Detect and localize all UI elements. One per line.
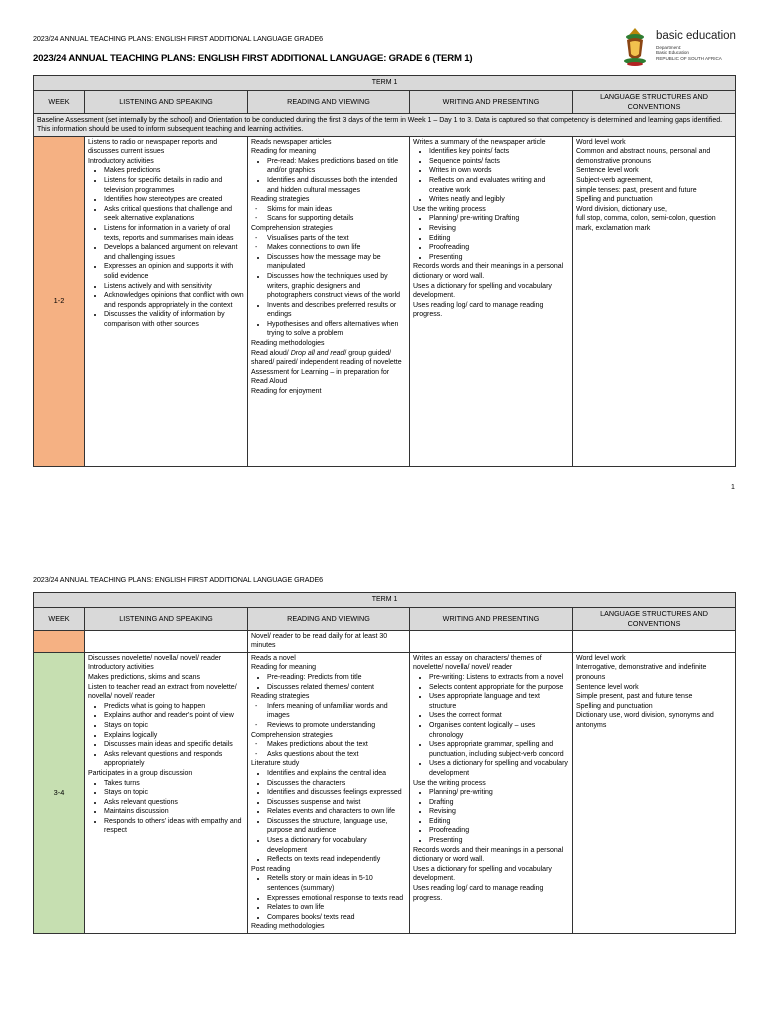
list-item: • Takes turns bbox=[104, 779, 244, 789]
coat-of-arms-icon bbox=[620, 26, 650, 66]
list-item: • Identifies key points/ facts bbox=[429, 147, 569, 157]
list-item: • Explains author and reader's point of view bbox=[104, 711, 244, 721]
list-item: • Proofreading bbox=[429, 826, 569, 836]
list-item: • Develops a balanced argument on relevant and challenging issues bbox=[104, 243, 244, 262]
list-item: • Asks critical questions that challenge and seek alternative explanations bbox=[104, 205, 244, 224]
running-header: 2023/24 ANNUAL TEACHING PLANS: ENGLISH FIRST ADDITIONAL LANGUAGE GRADE6 bbox=[33, 34, 324, 43]
list-item: • Makes predictions bbox=[104, 166, 244, 176]
list-item: • Organises content logically – uses chronology bbox=[429, 721, 569, 740]
term-header: TERM 1 bbox=[34, 76, 736, 91]
list-item: • Listens for specific details in radio and television programmes bbox=[104, 176, 244, 195]
list-item: • Stays on topic bbox=[104, 788, 244, 798]
list-item: • Acknowledges opinions that conflict with own and responds appropriately in the context bbox=[104, 291, 244, 310]
list-item: • Listens for information in a variety of oral texts, reports and summarises main ideas bbox=[104, 224, 244, 243]
list-item: • Uses a dictionary for spelling and vocabulary development bbox=[429, 759, 569, 778]
list-item: • Relates events and characters to own life bbox=[267, 807, 406, 817]
reading-methodologies-text: Read aloud/ Drop all and read/ group guided/ shared/ paired/ independent reading of novelette bbox=[251, 349, 402, 367]
col-language-structures: LANGUAGE STRUCTURES AND CONVENTIONS bbox=[573, 90, 736, 113]
list-item: • Writes in own words bbox=[429, 166, 569, 176]
list-item: • Presenting bbox=[429, 836, 569, 846]
page-2 bbox=[0, 560, 768, 1024]
listening-speaking-cell bbox=[85, 630, 248, 652]
list-item: • Identifies and discusses feelings expressed bbox=[267, 788, 406, 798]
list-item: • Selects content appropriate for the purpose bbox=[429, 683, 569, 693]
language-structures-cell: Word level work Interrogative, demonstrative and indefinite pronouns Sentence level work Simple present, past and future tense Spelling and punctuation Dictionary use, word division, synonyms and antonyms bbox=[573, 652, 736, 933]
list-item: • Maintains discussion bbox=[104, 807, 244, 817]
list-item: • Planning/ pre-writing Drafting bbox=[429, 214, 569, 224]
week-cell: 1-2 bbox=[34, 136, 85, 466]
list-item: • Hypothesises and offers alternatives when trying to solve a problem bbox=[267, 320, 406, 339]
list-item: • Planning/ pre-writing bbox=[429, 788, 569, 798]
list-item: - Makes predictions about the text bbox=[267, 740, 406, 750]
list-item: • Discusses related themes/ content bbox=[267, 683, 406, 693]
list-item: • Explains logically bbox=[104, 731, 244, 741]
writing-presenting-cell bbox=[410, 630, 573, 652]
list-item: • Pre-read: Makes predictions based on title and/or graphics bbox=[267, 157, 406, 176]
week-cell bbox=[34, 630, 85, 652]
list-item: • Discusses the validity of information by comparison with other sources bbox=[104, 310, 244, 329]
writing-presenting-cell: Writes an essay on characters/ themes of novelette/ novella/ novel/ reader • Pre-writing: Listens to extracts from a novel • Selects content appropriate for the purpose • Uses appropriate language and text structure • Uses the correct format • Organises content logically – uses chronology • Uses appropriate grammar, spelling and punctuation, including subject-verb concord • Uses a dictionary for spelling and vocabulary development Use the writing process • Planning/ pre-writing • Drafting • Revising • Editing • Proofreading • Presenting Records words and their meanings in a personal dictionary or word wall. Uses a dictionary for spelling and vocabulary development. Uses reading log/ card to manage reading progress. bbox=[410, 652, 573, 933]
list-item: • Editing bbox=[429, 234, 569, 244]
col-listening-speaking: LISTENING AND SPEAKING bbox=[85, 607, 248, 630]
list-item: • Proofreading bbox=[429, 243, 569, 253]
writing-presenting-cell: Writes a summary of the newspaper article • Identifies key points/ facts • Sequence points/ facts • Writes in own words • Reflects on and evaluates writing and creative work • Writes neatly and legibly Use the writing process • Planning/ pre-writing Drafting • Revising • Editing • Proofreading • Presenting Records words and their meanings in a personal dictionary or word wall. Uses a dictionary for spelling and vocabulary development. Uses reading log/ card to manage reading progress. bbox=[410, 136, 573, 466]
page-number: 1 bbox=[731, 484, 735, 491]
page-1 bbox=[0, 0, 768, 500]
list-item: • Predicts what is going to happen bbox=[104, 702, 244, 712]
list-item: • Uses the correct format bbox=[429, 711, 569, 721]
list-item: • Pre-writing: Listens to extracts from a novel bbox=[429, 673, 569, 683]
language-structures-cell: Word level work Common and abstract nouns, personal and demonstrative pronouns Sentence level work Subject-verb agreement, simple tenses: past, present and future Spelling and punctuation Word division, dictionary use, full stop, comma, colon, semi-colon, question mark, exclamation mark bbox=[573, 136, 736, 466]
listening-speaking-cell: Discusses novelette/ novella/ novel/ reader Introductory activities Makes predictions, skims and scans Listen to teacher read an extract from novelette/ novella/ novel/ reader • Predicts what is going to happen • Explains author and reader's point of view • Stays on topic • Explains logically • Discusses main ideas and specific details • Asks relevant questions and responds appropriately Participates in a group discussion • Takes turns • Stays on topic • Asks relevant questions • Maintains discussion • Responds to others' ideas with empathy and respect bbox=[85, 652, 248, 933]
col-writing-presenting: WRITING AND PRESENTING bbox=[410, 90, 573, 113]
running-header: 2023/24 ANNUAL TEACHING PLANS: ENGLISH FIRST ADDITIONAL LANGUAGE GRADE6 bbox=[33, 575, 324, 584]
list-item: • Listens actively and with sensitivity bbox=[104, 282, 244, 292]
reading-viewing-cell: Reads newspaper articles Reading for meaning • Pre-read: Makes predictions based on title and/or graphics • Identifies and discusses both the intended and hidden cultural messages Reading strategies - Skims for main ideas - Scans for supporting details Comprehension strategies - Visualises parts of the text - Makes connections to own life • Discusses how the message may be manipulated • Discusses how the techniques used by writers, graphic designers and photographers construct views of the world • Invents and describes preferred results or endings • Hypothesises and offers alternatives when trying to solve a problem Reading methodologies Read aloud/ Drop all and read/ group guided/ shared/ paired/ independent reading of novelette Assessment for Learning – in preparation for Read Aloud Reading for enjoyment bbox=[248, 136, 410, 466]
col-week: WEEK bbox=[34, 607, 85, 630]
list-item: • Compares books/ texts read bbox=[267, 913, 406, 923]
list-item: • Asks relevant questions bbox=[104, 798, 244, 808]
col-writing-presenting: WRITING AND PRESENTING bbox=[410, 607, 573, 630]
teaching-plan-table bbox=[33, 75, 736, 467]
list-item: • Expresses an opinion and supports it with solid evidence bbox=[104, 262, 244, 281]
list-item: • Discusses the structure, language use, purpose and audience bbox=[267, 817, 406, 836]
list-item: • Identifies and explains the central idea bbox=[267, 769, 406, 779]
dbe-logo bbox=[620, 26, 740, 66]
list-item: • Editing bbox=[429, 817, 569, 827]
list-item: - Skims for main ideas bbox=[267, 205, 406, 215]
term-header: TERM 1 bbox=[34, 593, 736, 608]
list-item: • Discusses how the message may be manipulated bbox=[267, 253, 406, 272]
col-reading-viewing: READING AND VIEWING bbox=[248, 607, 410, 630]
list-item: - Makes connections to own life bbox=[267, 243, 406, 253]
list-item: • Identifies how stereotypes are created bbox=[104, 195, 244, 205]
list-item: • Discusses the characters bbox=[267, 779, 406, 789]
col-listening-speaking: LISTENING AND SPEAKING bbox=[85, 90, 248, 113]
list-item: • Sequence points/ facts bbox=[429, 157, 569, 167]
list-item: • Uses a dictionary for vocabulary development bbox=[267, 836, 406, 855]
list-item: • Reflects on and evaluates writing and creative work bbox=[429, 176, 569, 195]
language-structures-cell bbox=[573, 630, 736, 652]
list-item: • Pre-reading: Predicts from title bbox=[267, 673, 406, 683]
list-item: • Uses appropriate grammar, spelling and punctuation, including subject-verb concord bbox=[429, 740, 569, 759]
list-item: • Expresses emotional response to texts read bbox=[267, 894, 406, 904]
list-item: • Writes neatly and legibly bbox=[429, 195, 569, 205]
list-item: - Visualises parts of the text bbox=[267, 234, 406, 244]
col-week: WEEK bbox=[34, 90, 85, 113]
col-reading-viewing: READING AND VIEWING bbox=[248, 90, 410, 113]
reading-viewing-cell: Novel/ reader to be read daily for at least 30 minutes bbox=[248, 630, 410, 652]
week-cell: 3-4 bbox=[34, 652, 85, 933]
list-item: • Relates to own life bbox=[267, 903, 406, 913]
list-item: • Drafting bbox=[429, 798, 569, 808]
list-item: • Stays on topic bbox=[104, 721, 244, 731]
baseline-assessment-note: Baseline Assessment (set internally by the school) and Orientation to be conducted during the first 3 days of the term in Week 1 – Day 1 to 3. Data is captured so that competency is determined and learning gaps identified. This information should be used to inform subsequent teaching and learning activities. bbox=[34, 113, 736, 136]
reading-viewing-cell: Reads a novel Reading for meaning • Pre-reading: Predicts from title • Discusses related themes/ content Reading strategies - Infers meaning of unfamiliar words and images - Reviews to promote understanding Comprehension strategies - Makes predictions about the text - Asks questions about the text Literature study • Identifies and explains the central idea • Discusses the characters • Identifies and discusses feelings expressed • Discusses suspense and twist • Relates events and characters to own life • Discusses the structure, language use, purpose and audience • Uses a dictionary for vocabulary development • Reflects on texts read independently Post reading • Retells story or main ideas in 5-10 sentences (summary) • Expresses emotional response to texts read • Relates to own life • Compares books/ texts read Reading methodologies bbox=[248, 652, 410, 933]
logo-department: Department: Basic Education REPUBLIC OF SOUTH AFRICA bbox=[656, 45, 722, 61]
list-item: • Asks relevant questions and responds appropriately bbox=[104, 750, 244, 769]
list-item: - Asks questions about the text bbox=[267, 750, 406, 760]
logo-brand: basic education bbox=[656, 30, 736, 42]
list-item: • Responds to others' ideas with empathy and respect bbox=[104, 817, 244, 836]
list-item: • Uses appropriate language and text structure bbox=[429, 692, 569, 711]
list-item: - Infers meaning of unfamiliar words and images bbox=[267, 702, 406, 721]
list-item: • Revising bbox=[429, 807, 569, 817]
listening-speaking-cell: Listens to radio or newspaper reports and discusses current issues Introductory activities • Makes predictions • Listens for specific details in radio and television programmes • Identifies how stereotypes are created • Asks critical questions that challenge and seek alternative explanations • Listens for information in a variety of oral texts, reports and summarises main ideas • Develops a balanced argument on relevant and challenging issues • Expresses an opinion and supports it with solid evidence • Listens actively and with sensitivity • Acknowledges opinions that conflict with own and responds appropriately in the context • Discusses the validity of information by comparison with other sources bbox=[85, 136, 248, 466]
list-item: • Reflects on texts read independently bbox=[267, 855, 406, 865]
list-item: • Discusses main ideas and specific details bbox=[104, 740, 244, 750]
document-title: 2023/24 ANNUAL TEACHING PLANS: ENGLISH FIRST ADDITIONAL LANGUAGE: GRADE 6 (TERM 1) bbox=[33, 53, 473, 64]
list-item: • Invents and describes preferred results or endings bbox=[267, 301, 406, 320]
list-item: • Revising bbox=[429, 224, 569, 234]
list-item: • Retells story or main ideas in 5-10 sentences (summary) bbox=[267, 874, 406, 893]
list-item: - Scans for supporting details bbox=[267, 214, 406, 224]
list-item: • Identifies and discusses both the intended and hidden cultural messages bbox=[267, 176, 406, 195]
list-item: • Presenting bbox=[429, 253, 569, 263]
list-item: • Discusses suspense and twist bbox=[267, 798, 406, 808]
teaching-plan-table bbox=[33, 592, 736, 934]
col-language-structures: LANGUAGE STRUCTURES AND CONVENTIONS bbox=[573, 607, 736, 630]
list-item: - Reviews to promote understanding bbox=[267, 721, 406, 731]
list-item: • Discusses how the techniques used by writers, graphic designers and photographers construct views of the world bbox=[267, 272, 406, 301]
